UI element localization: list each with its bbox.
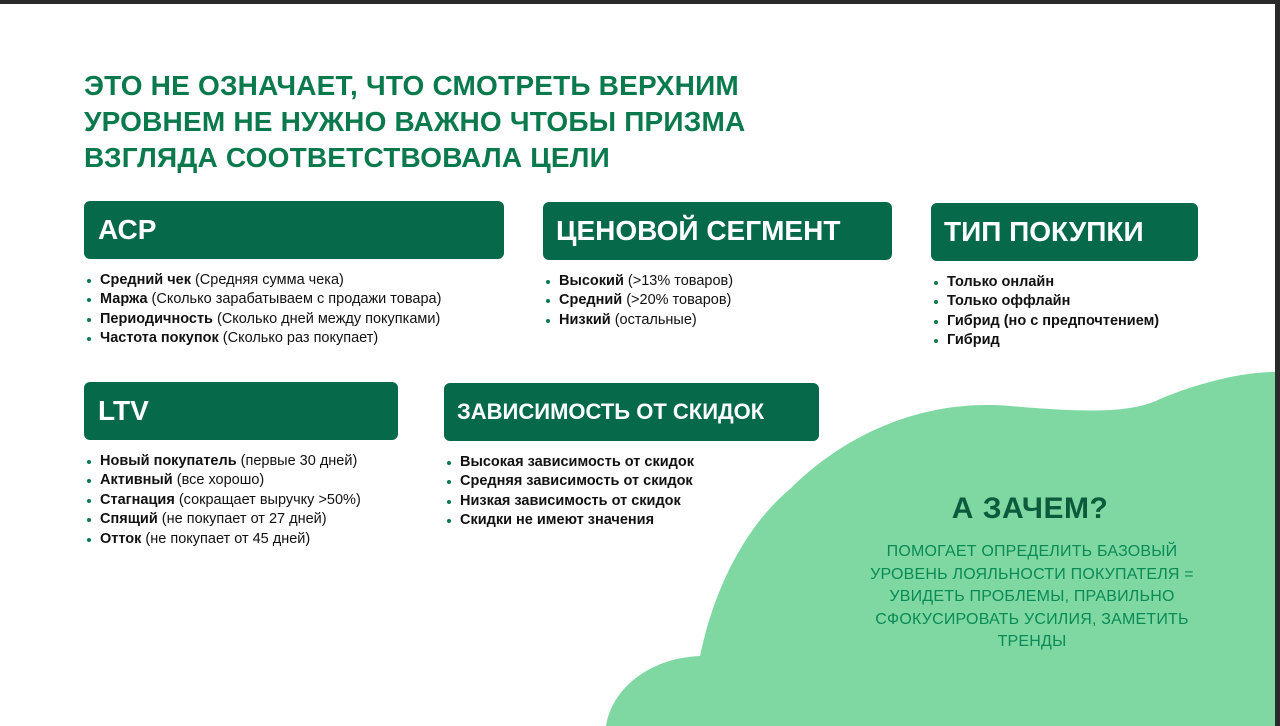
list-item: Гибрид (932, 331, 1159, 350)
list-item: Низкая зависимость от скидок (445, 492, 694, 511)
ltv-list (85, 452, 361, 549)
list-item: Периодичность (Сколько дней между покупками) (85, 310, 441, 329)
list-item: Скидки не имеют значения (445, 511, 694, 530)
page-title (84, 68, 784, 176)
discount-dependency-label: ЗАВИСИМОСТЬ ОТ СКИДОК (457, 399, 765, 424)
list-item: Низкий (остальные) (544, 311, 733, 330)
list-item: Новый покупатель (первые 30 дней) (85, 452, 361, 471)
list-item: Только оффлайн (932, 292, 1159, 311)
acp-list (85, 271, 441, 349)
why-line: УРОВЕНЬ ЛОЯЛЬНОСТИ ПОКУПАТЕЛЯ = (870, 565, 1194, 583)
list-item: Активный (все хорошо) (85, 471, 361, 490)
why-line: ТРЕНДЫ (997, 633, 1067, 650)
why-line: УВИДЕТЬ ПРОБЛЕМЫ, ПРАВИЛЬНО (889, 588, 1175, 605)
list-item: Частота покупок (Сколько раз покупает) (85, 329, 441, 348)
purchase-type-banner (931, 203, 1198, 261)
list-item: Стагнация (сокращает выручку >50%) (85, 491, 361, 510)
list-item: Отток (не покупает от 45 дней) (85, 530, 361, 549)
acp-banner (84, 201, 504, 259)
purchase-type-label: ТИП ПОКУПКИ (944, 216, 1144, 247)
why-line: ПОМОГАЕТ ОПРЕДЕЛИТЬ БАЗОВЫЙ (886, 543, 1178, 560)
price-segment-list (544, 272, 733, 330)
ltv-banner (84, 382, 398, 440)
why-title: А ЗАЧЕМ? (951, 492, 1109, 525)
title-line: ВЗГЛЯДА СООТВЕТСТВОВАЛА ЦЕЛИ (84, 142, 610, 173)
purchase-type-list (932, 273, 1159, 351)
ltv-label: LTV (98, 395, 149, 426)
list-item: Маржа (Сколько зарабатываем с продажи товара) (85, 290, 441, 309)
list-item: Только онлайн (932, 273, 1159, 292)
list-item: Спящий (не покупает от 27 дней) (85, 510, 361, 529)
title-line: ЭТО НЕ ОЗНАЧАЕТ, ЧТО СМОТРЕТЬ ВЕРХНИМ (84, 70, 739, 101)
slide (0, 4, 1275, 726)
list-item: Высокий (>13% товаров) (544, 272, 733, 291)
acp-label: АСР (98, 214, 157, 245)
price-segment-label: ЦЕНОВОЙ СЕГМЕНТ (556, 215, 841, 246)
list-item: Средний чек (Средняя сумма чека) (85, 271, 441, 290)
discount-dependency-banner (444, 383, 819, 441)
discount-dependency-list (445, 453, 694, 531)
title-line: УРОВНЕМ НЕ НУЖНО ВАЖНО ЧТОБЫ ПРИЗМА (84, 106, 746, 137)
list-item: Средний (>20% товаров) (544, 291, 733, 310)
list-item: Гибрид (но с предпочтением) (932, 312, 1159, 331)
list-item: Средняя зависимость от скидок (445, 472, 694, 491)
list-item: Высокая зависимость от скидок (445, 453, 694, 472)
why-line: СФОКУСИРОВАТЬ УСИЛИЯ, ЗАМЕТИТЬ (875, 610, 1189, 628)
why-text (846, 541, 1218, 654)
price-segment-banner (543, 202, 892, 260)
